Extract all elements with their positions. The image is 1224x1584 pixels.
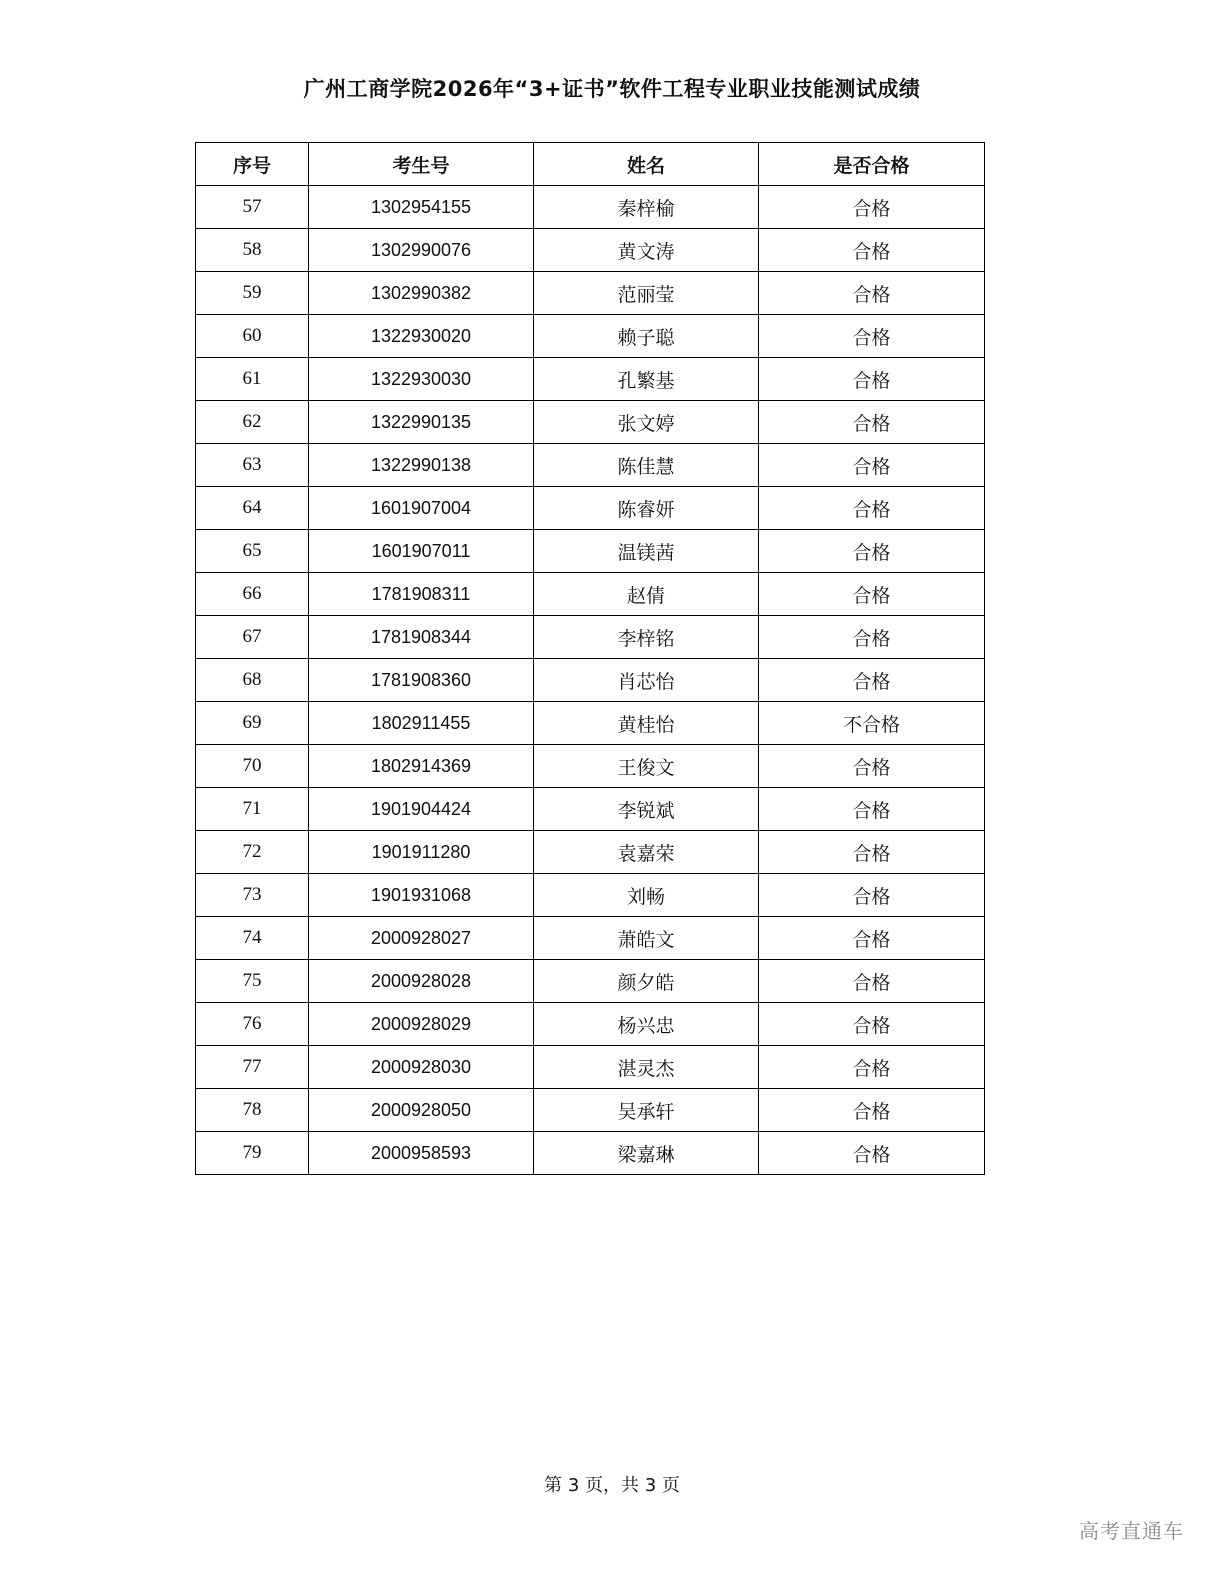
row-index: 78: [196, 1089, 309, 1132]
candidate-id: 2000928050: [309, 1089, 534, 1132]
page-number: 第 3 页，共 3 页: [544, 1475, 680, 1496]
table-row: [196, 960, 985, 1003]
pass-status: 合格: [759, 186, 985, 229]
table-header-row: [196, 143, 985, 186]
row-index: 59: [196, 272, 309, 315]
row-index: 79: [196, 1132, 309, 1175]
candidate-id: 1781908344: [309, 616, 534, 659]
student-name: 赖子聪: [534, 315, 759, 358]
row-index: 64: [196, 487, 309, 530]
table-row: [196, 401, 985, 444]
pass-status: 合格: [759, 272, 985, 315]
table-row: [196, 1132, 985, 1175]
table-row: [196, 358, 985, 401]
row-index: 60: [196, 315, 309, 358]
student-name: 李锐斌: [534, 788, 759, 831]
row-index: 62: [196, 401, 309, 444]
row-index: 77: [196, 1046, 309, 1089]
page-title: 广州工商学院2026年“3+证书”软件工程专业职业技能测试成绩: [303, 77, 921, 101]
candidate-id: 1901931068: [309, 874, 534, 917]
row-index: 63: [196, 444, 309, 487]
student-name: 袁嘉荣: [534, 831, 759, 874]
pass-status: 合格: [759, 1089, 985, 1132]
pass-status: 合格: [759, 444, 985, 487]
row-index: 70: [196, 745, 309, 788]
student-name: 李梓铭: [534, 616, 759, 659]
candidate-id: 1302954155: [309, 186, 534, 229]
candidate-id: 1322990135: [309, 401, 534, 444]
student-name: 杨兴忠: [534, 1003, 759, 1046]
table-row: [196, 917, 985, 960]
candidate-id: 1302990076: [309, 229, 534, 272]
row-index: 65: [196, 530, 309, 573]
student-name: 范丽莹: [534, 272, 759, 315]
table-row: [196, 659, 985, 702]
candidate-id: 1322930030: [309, 358, 534, 401]
candidate-id: 2000958593: [309, 1132, 534, 1175]
candidate-id: 1302990382: [309, 272, 534, 315]
row-index: 74: [196, 917, 309, 960]
pass-status: 合格: [759, 960, 985, 1003]
row-index: 76: [196, 1003, 309, 1046]
student-name: 萧皓文: [534, 917, 759, 960]
table-row: [196, 186, 985, 229]
candidate-id: 1601907004: [309, 487, 534, 530]
header-candidate-id: 考生号: [309, 143, 534, 186]
pass-status: 合格: [759, 358, 985, 401]
candidate-id: 1901904424: [309, 788, 534, 831]
table-row: [196, 573, 985, 616]
candidate-id: 1781908311: [309, 573, 534, 616]
pass-status: 合格: [759, 745, 985, 788]
pass-status: 合格: [759, 487, 985, 530]
pass-status: 合格: [759, 874, 985, 917]
pass-status: 合格: [759, 831, 985, 874]
row-index: 69: [196, 702, 309, 745]
candidate-id: 2000928030: [309, 1046, 534, 1089]
candidate-id: 2000928028: [309, 960, 534, 1003]
student-name: 张文婷: [534, 401, 759, 444]
table-row: [196, 229, 985, 272]
student-name: 陈睿妍: [534, 487, 759, 530]
table-row: [196, 1046, 985, 1089]
student-name: 湛灵杰: [534, 1046, 759, 1089]
candidate-id: 1322990138: [309, 444, 534, 487]
table-row: [196, 702, 985, 745]
student-name: 秦梓榆: [534, 186, 759, 229]
row-index: 61: [196, 358, 309, 401]
table-row: [196, 315, 985, 358]
candidate-id: 1781908360: [309, 659, 534, 702]
table-row: [196, 530, 985, 573]
row-index: 72: [196, 831, 309, 874]
header-index: 序号: [196, 143, 309, 186]
score-table: [195, 142, 985, 1175]
candidate-id: 1322930020: [309, 315, 534, 358]
row-index: 57: [196, 186, 309, 229]
table-row: [196, 272, 985, 315]
table-row: [196, 874, 985, 917]
row-index: 75: [196, 960, 309, 1003]
pass-status: 合格: [759, 1132, 985, 1175]
pass-status: 合格: [759, 788, 985, 831]
table-row: [196, 1089, 985, 1132]
candidate-id: 1802911455: [309, 702, 534, 745]
student-name: 肖芯怡: [534, 659, 759, 702]
table-row: [196, 616, 985, 659]
table-row: [196, 831, 985, 874]
table-body: [196, 186, 985, 1175]
header-pass-status: 是否合格: [759, 143, 985, 186]
candidate-id: 2000928029: [309, 1003, 534, 1046]
candidate-id: 1802914369: [309, 745, 534, 788]
student-name: 黄文涛: [534, 229, 759, 272]
pass-status: 合格: [759, 917, 985, 960]
pass-status: 合格: [759, 530, 985, 573]
header-name: 姓名: [534, 143, 759, 186]
table-row: [196, 444, 985, 487]
student-name: 梁嘉琳: [534, 1132, 759, 1175]
row-index: 73: [196, 874, 309, 917]
student-name: 颜夕皓: [534, 960, 759, 1003]
candidate-id: 1901911280: [309, 831, 534, 874]
pass-status: 合格: [759, 616, 985, 659]
student-name: 孔繁基: [534, 358, 759, 401]
table-row: [196, 487, 985, 530]
student-name: 赵倩: [534, 573, 759, 616]
table-row: [196, 745, 985, 788]
pass-status: 不合格: [759, 702, 985, 745]
table-row: [196, 1003, 985, 1046]
student-name: 陈佳慧: [534, 444, 759, 487]
pass-status: 合格: [759, 1003, 985, 1046]
student-name: 黄桂怡: [534, 702, 759, 745]
pass-status: 合格: [759, 315, 985, 358]
pass-status: 合格: [759, 401, 985, 444]
candidate-id: 1601907011: [309, 530, 534, 573]
watermark: 高考直通车: [1079, 1519, 1184, 1543]
pass-status: 合格: [759, 1046, 985, 1089]
student-name: 王俊文: [534, 745, 759, 788]
row-index: 58: [196, 229, 309, 272]
pass-status: 合格: [759, 573, 985, 616]
pass-status: 合格: [759, 229, 985, 272]
row-index: 67: [196, 616, 309, 659]
student-name: 温镁茜: [534, 530, 759, 573]
pass-status: 合格: [759, 659, 985, 702]
table-row: [196, 788, 985, 831]
student-name: 刘畅: [534, 874, 759, 917]
row-index: 71: [196, 788, 309, 831]
student-name: 吴承轩: [534, 1089, 759, 1132]
candidate-id: 2000928027: [309, 917, 534, 960]
row-index: 68: [196, 659, 309, 702]
row-index: 66: [196, 573, 309, 616]
